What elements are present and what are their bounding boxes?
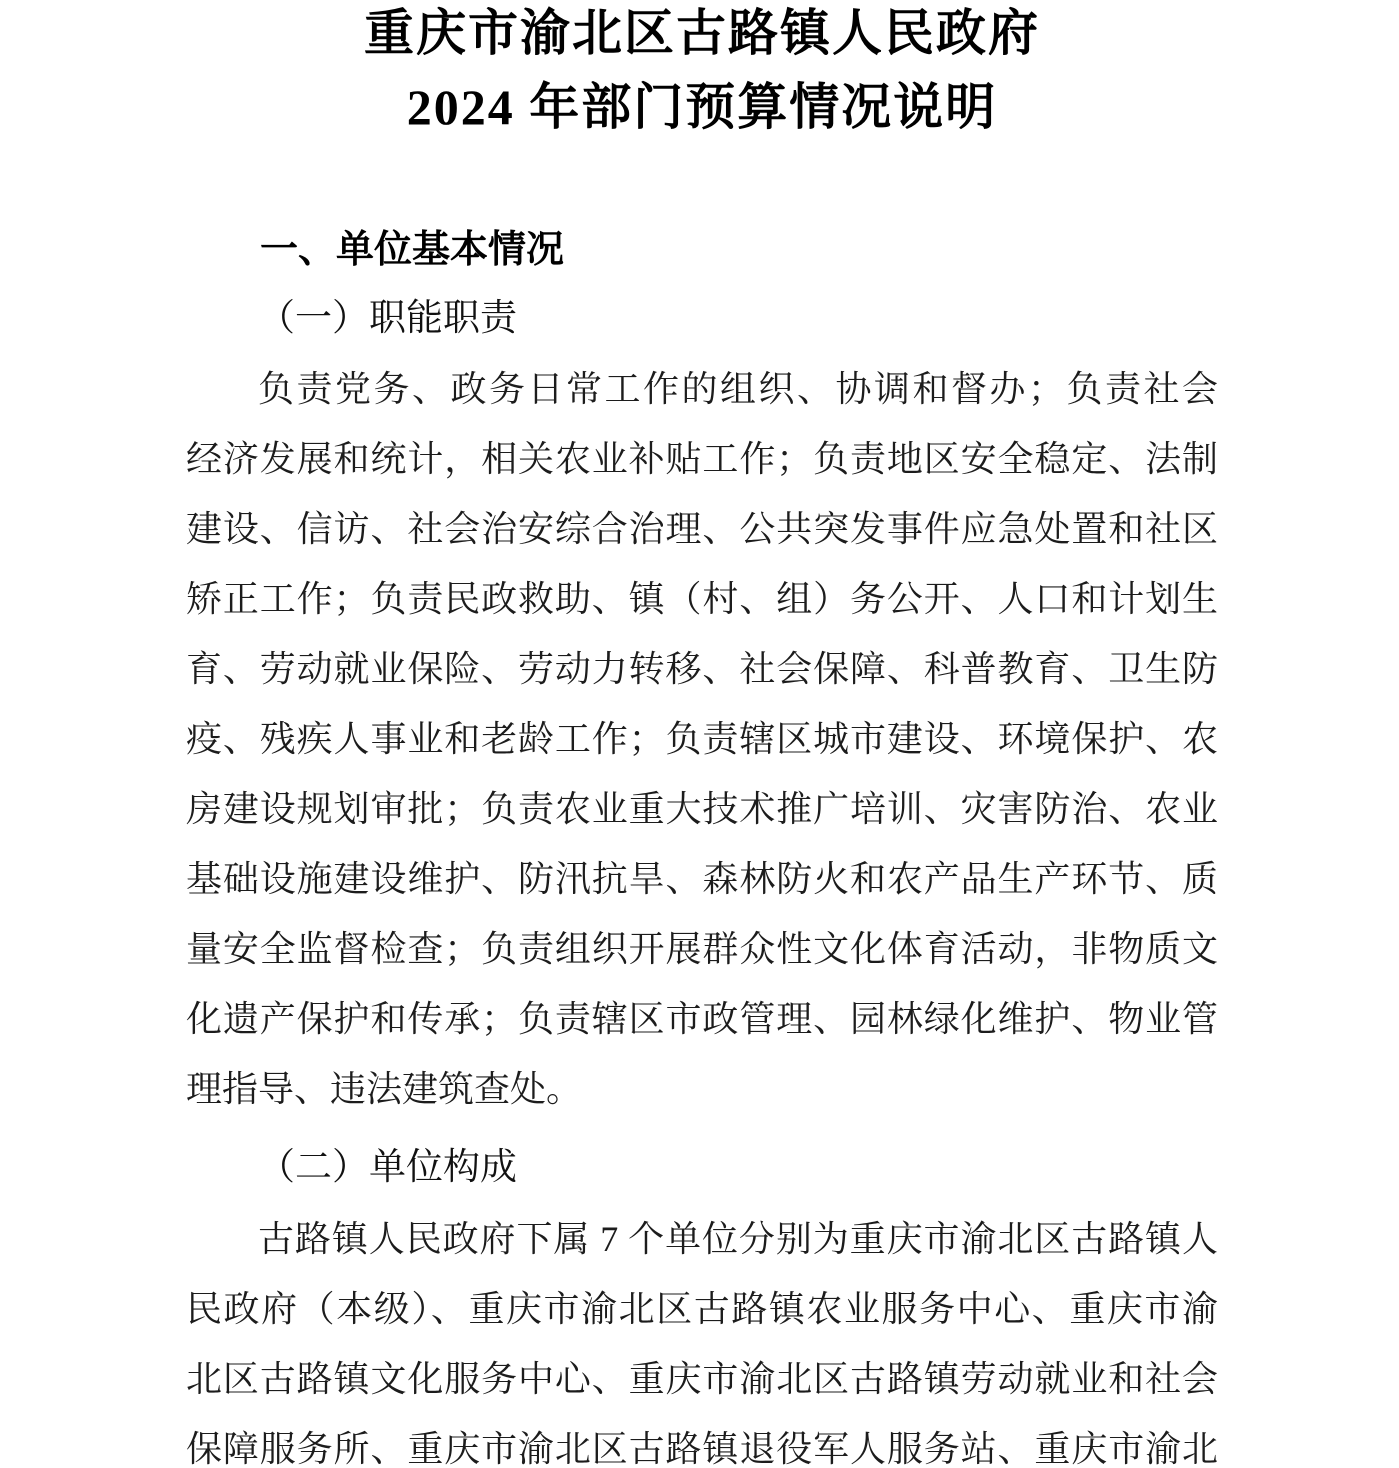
text-line: 北区古路镇文化服务中心、重庆市渝北区古路镇劳动就业和社会 [186,1359,1218,1399]
section-heading-unit-basic-info: 一、单位基本情况 [260,229,565,271]
paragraph-unit-composition [186,1204,1218,1468]
text-line: 理指导、违法建筑查处。 [186,1069,583,1109]
subsection-heading-functions: （一）职能职责 [258,298,517,339]
text-line: 民政府（本级）、重庆市渝北区古路镇农业服务中心、重庆市渝 [186,1289,1218,1329]
text-line: 负责党务、政务日常工作的组织、协调和督办；负责社会 [258,369,1218,409]
subsection-heading-unit-composition: （二）单位构成 [258,1147,517,1188]
text-line: 保障服务所、重庆市渝北区古路镇退役军人服务站、重庆市渝北 [186,1429,1218,1468]
paragraph-functions [186,354,1218,1124]
document-title [186,0,1218,144]
text-line: 经济发展和统计，相关农业补贴工作；负责地区安全稳定、法制 [186,439,1218,479]
text-line: 基础设施建设维护、防汛抗旱、森林防火和农产品生产环节、质 [186,859,1218,899]
title-line-1: 重庆市渝北区古路镇人民政府 [364,5,1040,61]
text-line: 疫、残疾人事业和老龄工作；负责辖区城市建设、环境保护、农 [186,719,1218,759]
title-line-2: 2024 年部门预算情况说明 [406,79,998,135]
text-line: 矫正工作；负责民政救助、镇（村、组）务公开、人口和计划生 [186,579,1218,619]
text-line: 房建设规划审批；负责农业重大技术推广培训、灾害防治、农业 [186,789,1218,829]
text-line: 化遗产保护和传承；负责辖区市政管理、园林绿化维护、物业管 [186,999,1218,1039]
text-line: 育、劳动就业保险、劳动力转移、社会保障、科普教育、卫生防 [186,649,1218,689]
text-line: 古路镇人民政府下属 7 个单位分别为重庆市渝北区古路镇人 [258,1219,1218,1259]
text-line: 量安全监督检查；负责组织开展群众性文化体育活动，非物质文 [186,929,1218,969]
text-line: 建设、信访、社会治安综合治理、公共突发事件应急处置和社区 [186,509,1218,549]
